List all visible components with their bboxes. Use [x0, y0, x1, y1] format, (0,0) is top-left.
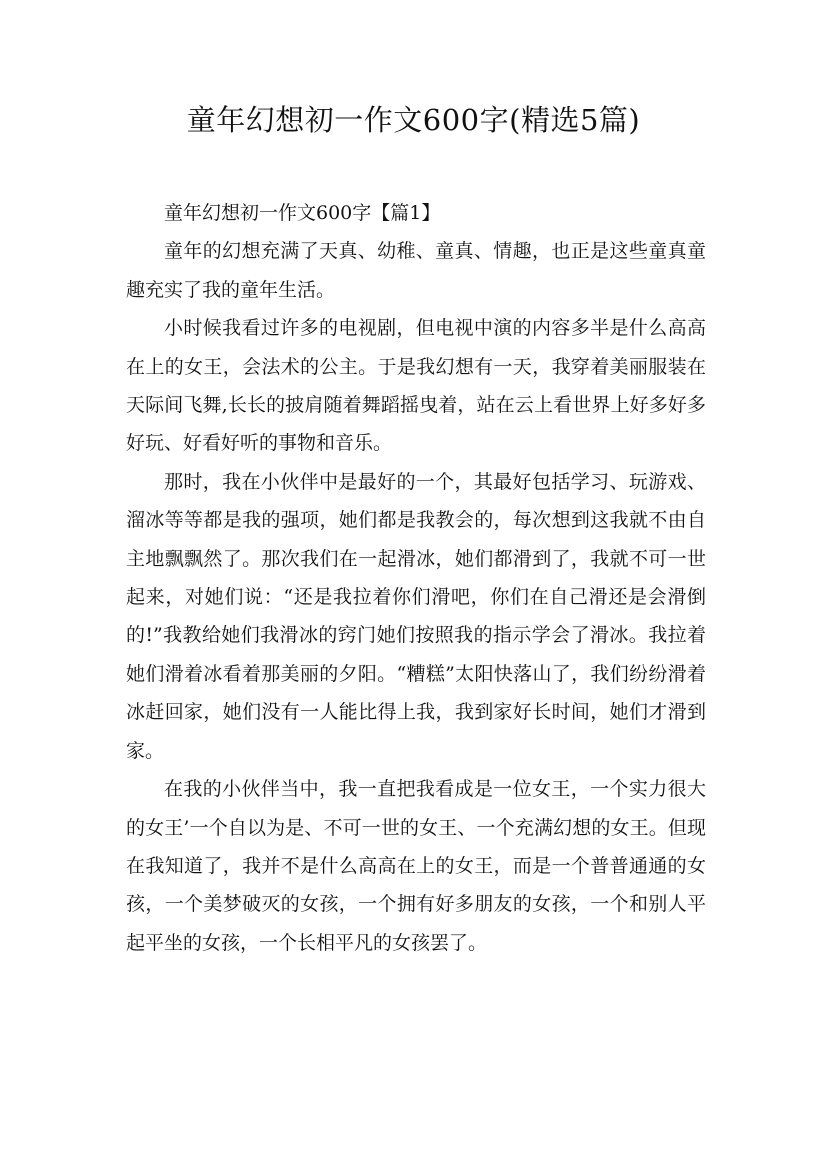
- paragraph: 小时候我看过许多的电视剧，但电视中演的内容多半是什么高高在上的女王，会法术的公主。于是我幻想有一天，我穿着美丽服装在天际间飞舞,长长的披肩随着舞蹈摇曳着，站在云上看世界上好多好多好玩、好看好听的事物和音乐。: [126, 317, 706, 455]
- paragraph: 童年的幻想充满了天真、幼稚、童真、情趣，也正是这些童真童趣充实了我的童年生活。: [126, 240, 706, 301]
- section-heading: 童年幻想初一作文600字【篇1】: [164, 202, 441, 224]
- paragraph: 在我的小伙伴当中，我一直把我看成是一位女王，一个实力很大的女王’一个自以为是、不可一世的女王、一个充满幻想的女王。但现在我知道了，我并不是什么高高在上的女王，而是一个普普通通的女孩，一个美梦破灭的女孩，一个拥有好多朋友的女孩，一个和别人平起平坐的女孩，一个长相平凡的女孩罢了。: [126, 778, 706, 954]
- document-title: 童年幻想初一作文600字(精选5篇): [186, 103, 641, 137]
- paragraph: 那时，我在小伙伴中是最好的一个，其最好包括学习、玩游戏、溜冰等等都是我的强项，她们都是我教会的，每次想到这我就不由自主地飘飘然了。那次我们在一起滑冰，她们都滑到了，我就不可一世起来，对她们说：“还是我拉着你们滑吧，你们在自己滑还是会滑倒的!”我教给她们我滑冰的窍门她们按照我的指示学会了滑冰。我拉着她们滑着冰看着那美丽的夕阳。“糟糕”太阳快落山了，我们纷纷滑着冰赶回家，她们没有一人能比得上我，我到家好长时间，她们才滑到家。: [126, 470, 706, 762]
- document-body: [126, 194, 706, 962]
